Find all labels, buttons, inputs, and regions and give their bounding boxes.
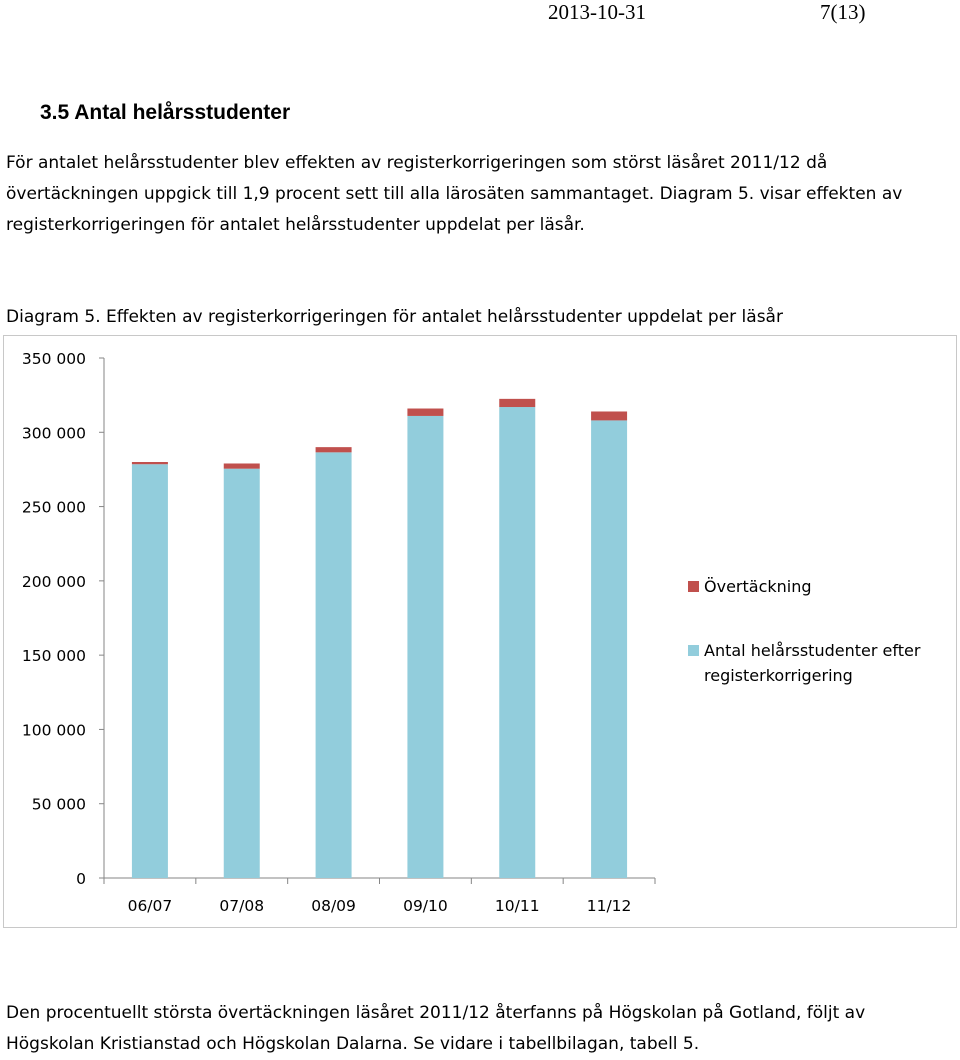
legend-label-antal: Antal helårsstudenter efter registerkorrigering — [704, 641, 921, 685]
bar-antal-helarsstudenter — [132, 464, 168, 878]
footer-paragraph: Den procentuellt största övertäckningen läsåret 2011/12 återfanns på Högskolan på Gotland, följt av Högskolan Kristianstad och Högskolan Dalarna. Se vidare i tabellbilagan, tabell 5. — [6, 1003, 866, 1054]
legend-label-overtackning: Övertäckning — [704, 577, 812, 596]
header-date: 2013-10-31 — [548, 0, 646, 24]
bar-antal-helarsstudenter — [316, 452, 352, 878]
intro-paragraph: För antalet helårsstudenter blev effekten av registerkorrigeringen som störst läsåret 2011/12 då övertäckningen uppgick till 1,9 procent sett till alla lärosäten sammantaget. Diagram 5. visar effekten av registerkorrigeringen för antalet helårsstudenter uppdelat per läsår. — [6, 153, 903, 235]
bar-antal-helarsstudenter — [499, 407, 535, 878]
x-tick-label: 09/10 — [403, 897, 448, 915]
x-tick-label: 10/11 — [494, 897, 540, 915]
bar-overtackning — [407, 409, 443, 416]
legend-swatch-antal — [688, 645, 699, 656]
bar-overtackning — [224, 463, 260, 468]
x-tick-label: 07/08 — [219, 897, 265, 915]
y-tick-label: 300 000 — [21, 424, 86, 443]
bar-overtackning — [316, 447, 352, 452]
bar-antal-helarsstudenter — [407, 416, 443, 878]
x-tick-label: 11/12 — [586, 897, 632, 915]
bar-overtackning — [591, 411, 627, 420]
y-tick-label: 0 — [76, 870, 86, 888]
bar-overtackning — [132, 462, 168, 464]
bar-antal-helarsstudenter — [591, 420, 627, 878]
y-tick-label: 100 000 — [21, 721, 86, 740]
y-tick-label: 250 000 — [21, 498, 86, 517]
bar-antal-helarsstudenter — [224, 469, 260, 878]
bar-overtackning — [499, 399, 535, 407]
section-title: 3.5 Antal helårsstudenter — [40, 101, 291, 124]
y-tick-label: 150 000 — [21, 647, 86, 666]
x-tick-label: 06/07 — [127, 897, 173, 915]
y-tick-label: 50 000 — [31, 795, 86, 814]
y-tick-label: 200 000 — [21, 572, 86, 591]
y-tick-label: 350 000 — [21, 350, 86, 368]
page-number: 7(13) — [820, 0, 866, 24]
legend-swatch-overtackning — [688, 581, 699, 592]
chart-caption: Diagram 5. Effekten av registerkorrigeringen för antalet helårsstudenter uppdelat per läsår — [6, 307, 783, 327]
x-tick-label: 08/09 — [311, 897, 356, 915]
